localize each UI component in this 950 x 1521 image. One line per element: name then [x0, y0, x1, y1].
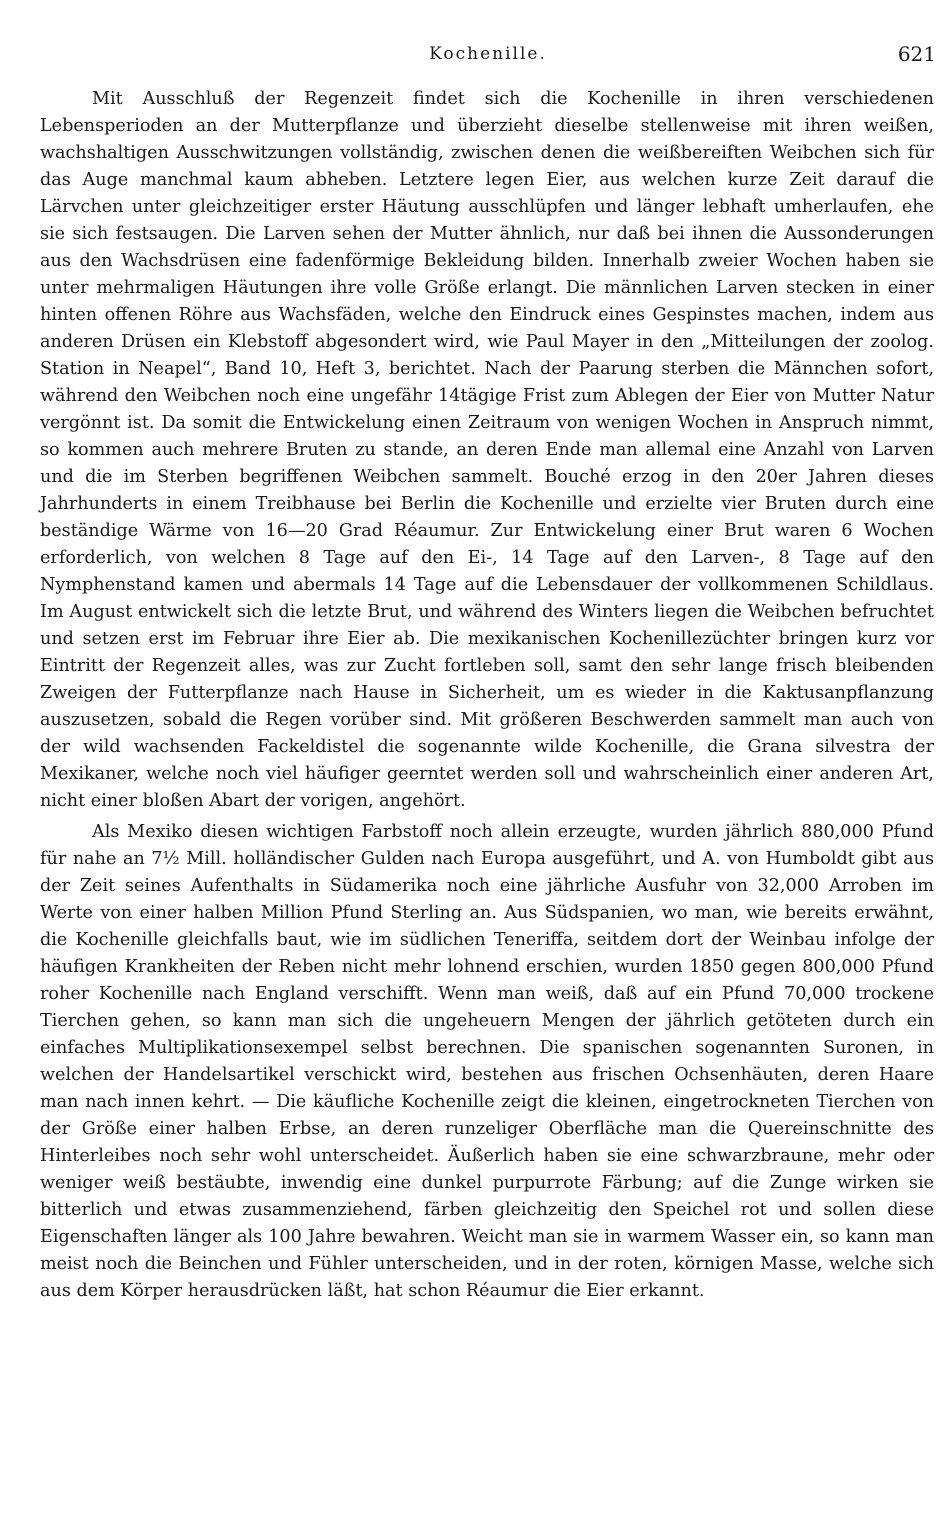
running-head: Kochenille.	[429, 44, 547, 64]
page-number: 621	[897, 42, 936, 66]
page-header	[40, 44, 936, 74]
paragraph-cochineal-trade: Als Mexiko diesen wichtigen Farbstoff noch allein erzeugte, wurden jährlich 880,000 Pfund für nahe an 7½ Mill. holländischer Gulden nach Europa ausgeführt, und A. von Humboldt gibt aus der Zeit seines Aufenthalts in Südamerika noch eine jährliche Ausfuhr von 32,000 Arroben im Werte von einer halben Million Pfund Sterling an. Aus Südspanien, wo man, wie bereits erwähnt, die Kochenille gleichfalls baut, wie im südlichen Teneriffa, seitdem dort der Weinbau infolge der häufigen Krankheiten der Reben nicht mehr lohnend erschien, wurden 1850 gegen 800,000 Pfund roher Kochenille nach England verschifft. Wenn man weiß, daß auf ein Pfund 70,000 trockene Tierchen gehen, so kann man sich die ungeheuern Mengen der jährlich getöteten durch ein einfaches Multiplikationsexempel selbst berechnen. Die spanischen sogenannten Suronen, in welchen der Handelsartikel verschickt wird, bestehen aus frischen Ochsenhäuten, deren Haare man nach innen kehrt. — Die käufliche Kochenille zeigt die kleinen, eingetrockneten Tierchen von der Größe einer halben Erbse, an deren runzeliger Oberfläche man die Quereinschnitte des Hinterleibes noch sehr wohl unterscheidet. Äußerlich haben sie eine schwarzbraune, mehr oder weniger weiß bestäubte, inwendig eine dunkel purpurrote Färbung; auf die Zunge wirken sie bitterlich und etwas zusammenziehend, färben gleichzeitig den Speichel rot und sollen diese Eigenschaften länger als 100 Jahre bewahren. Weicht man sie in warmem Wasser ein, so kann man meist noch die Beinchen und Fühler unterscheiden, und in der roten, körnigen Masse, welche sich aus dem Körper herausdrücken läßt, hat schon Réaumur die Eier erkannt.	[40, 822, 934, 1301]
body-text	[40, 86, 934, 1305]
paragraph-cochineal-life-cycle: Mit Ausschluß der Regenzeit findet sich die Kochenille in ihren verschiedenen Lebensperioden an der Mutterpflanze und überzieht dieselbe stellenweise mit ihren weißen, wachshaltigen Ausschwitzungen vollständig, zwischen denen die weißbereiften Weibchen sich für das Auge manchmal kaum abheben. Letztere legen Eier, aus welchen kurze Zeit darauf die Lärvchen unter gleichzeitiger erster Häutung ausschlüpfen und länger lebhaft umherlaufen, ehe sie sich festsaugen. Die Larven sehen der Mutter ähnlich, nur daß bei ihnen die Aussonderungen aus den Wachsdrüsen eine fadenförmige Bekleidung bilden. Innerhalb zweier Wochen haben sie unter mehrmaligen Häutungen ihre volle Größe erlangt. Die männlichen Larven stecken in einer hinten offenen Röhre aus Wachsfäden, welche den Eindruck eines Gespinstes machen, indem aus anderen Drüsen ein Klebstoff abgesondert wird, wie Paul Mayer in den „Mitteilungen der zoolog. Station in Neapel“, Band 10, Heft 3, berichtet. Nach der Paarung sterben die Männchen sofort, während den Weibchen noch eine ungefähr 14tägige Frist zum Ablegen der Eier von Mutter Natur vergönnt ist. Da somit die Entwickelung einen Zeitraum von wenigen Wochen in Anspruch nimmt, so kommen auch mehrere Bruten zu stande, an deren Ende man allemal eine Anzahl von Larven und die im Sterben begriffenen Weibchen sammelt. Bouché erzog in den 20er Jahren dieses Jahrhunderts in einem Treibhause bei Berlin die Kochenille und erzielte vier Bruten durch eine beständige Wärme von 16—20 Grad Réaumur. Zur Entwickelung einer Brut waren 6 Wochen erforderlich, von welchen 8 Tage auf den Ei-, 14 Tage auf den Larven-, 8 Tage auf den Nymphenstand kamen und abermals 14 Tage auf die Lebensdauer der vollkommenen Schildlaus. Im August entwickelt sich die letzte Brut, und während des Winters liegen die Weibchen befruchtet und setzen erst im Februar ihre Eier ab. Die mexikanischen Kochenillezüchter bringen kurz vor Eintritt der Regenzeit alles, was zur Zucht fortleben soll, samt den sehr lange frisch bleibenden Zweigen der Futterpflanze nach Hause in Sicherheit, um es wieder in die Kaktusanpflanzung auszusetzen, sobald die Regen vorüber sind. Mit größeren Beschwerden sammelt man auch von der wild wachsenden Fackeldistel die sogenannte wilde Kochenille, die Grana silvestra der Mexikaner, welche noch viel häufiger geerntet werden soll und wahrscheinlich einer anderen Art, nicht einer bloßen Abart der vorigen, angehört.	[40, 89, 934, 811]
